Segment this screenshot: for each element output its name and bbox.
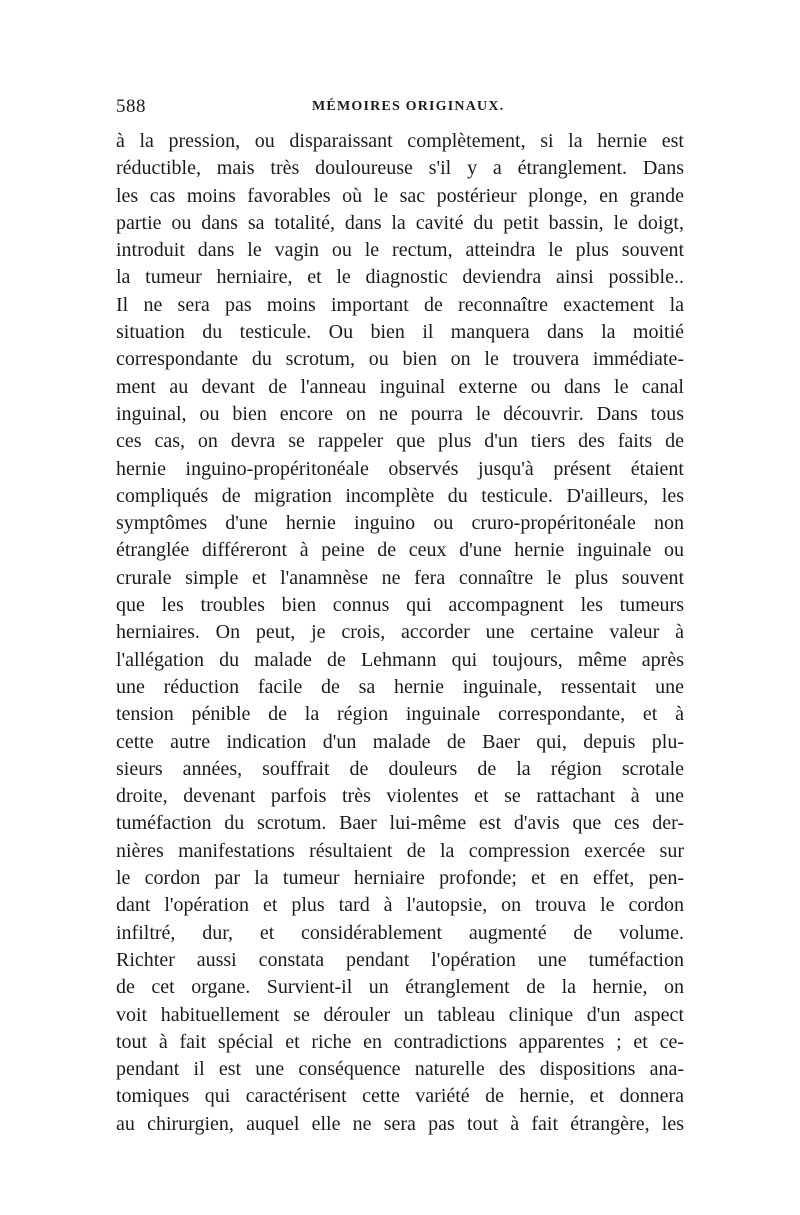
running-title: MÉMOIRES ORIGINAUX. [312,99,505,114]
text-line: Richter aussi constata pendant l'opération une tuméfaction [116,948,684,971]
text-line: tout à fait spécial et riche en contradictions apparentes ; et ce- [116,1030,684,1053]
text-line: étranglée différeront à peine de ceux d'une hernie inguinale ou [116,539,684,562]
text-line: inguinal, ou bien encore on ne pourra le découvrir. Dans tous [116,402,684,425]
text-line: ment au devant de l'anneau inguinal externe ou dans le canal [116,375,684,398]
text-line: réductible, mais très douloureuse s'il y a étranglement. Dans [116,157,684,180]
text-line: voit habituellement se dérouler un tableau clinique d'un aspect [116,1003,684,1026]
text-line: Il ne sera pas moins important de reconnaître exactement la [116,293,684,316]
text-line: de cet organe. Survient-il un étranglement de la hernie, on [116,976,684,999]
text-line: sieurs années, souffrait de douleurs de la région scrotale [116,757,684,780]
text-line: nières manifestations résultaient de la compression exercée sur [116,839,684,862]
body-text [116,128,684,1138]
text-line: tuméfaction du scrotum. Baer lui-même est d'avis que ces der- [116,812,684,835]
text-line: introduit dans le vagin ou le rectum, atteindra le plus souvent [116,239,684,262]
text-line: la tumeur herniaire, et le diagnostic deviendra ainsi possible.. [116,266,684,289]
text-line: les cas moins favorables où le sac postérieur plonge, en grande [116,184,684,207]
text-line: herniaires. On peut, je crois, accorder une certaine valeur à [116,621,684,644]
text-line: pendant il est une conséquence naturelle des dispositions ana- [116,1058,684,1081]
text-line: situation du testicule. Ou bien il manquera dans la moitié [116,321,684,344]
text-line: compliqués de migration incomplète du testicule. D'ailleurs, les [116,484,684,507]
text-line: symptômes d'une hernie inguino ou cruro-propéritonéale non [116,512,684,535]
text-line: hernie inguino-propéritonéale observés jusqu'à présent étaient [116,457,684,480]
running-head [116,96,686,126]
text-line: ces cas, on devra se rappeler que plus d'un tiers des faits de [116,430,684,453]
text-line: infiltré, dur, et considérablement augmenté de volume. [116,921,684,944]
text-line: dant l'opération et plus tard à l'autopsie, on trouva le cordon [116,894,684,917]
text-line: que les troubles bien connus qui accompagnent les tumeurs [116,594,684,617]
text-line: tension pénible de la région inguinale correspondante, et à [116,703,684,726]
text-line: correspondante du scrotum, ou bien on le trouvera immédiate- [116,348,684,371]
text-line: partie ou dans sa totalité, dans la cavité du petit bassin, le doigt, [116,211,684,234]
text-line: l'allégation du malade de Lehmann qui toujours, même après [116,648,684,671]
text-line: droite, devenant parfois très violentes et se rattachant à une [116,785,684,808]
text-line: tomiques qui caractérisent cette variété de hernie, et donnera [116,1085,684,1108]
text-line: au chirurgien, auquel elle ne sera pas tout à fait étrangère, les [116,1112,684,1135]
text-line: une réduction facile de sa hernie inguinale, ressentait une [116,675,684,698]
text-line: cette autre indication d'un malade de Baer qui, depuis plu- [116,730,684,753]
page-number: 588 [116,96,146,117]
text-line: crurale simple et l'anamnèse ne fera connaître le plus souvent [116,566,684,589]
text-line: à la pression, ou disparaissant complètement, si la hernie est [116,130,684,152]
text-line: le cordon par la tumeur herniaire profonde; et en effet, pen- [116,867,684,890]
